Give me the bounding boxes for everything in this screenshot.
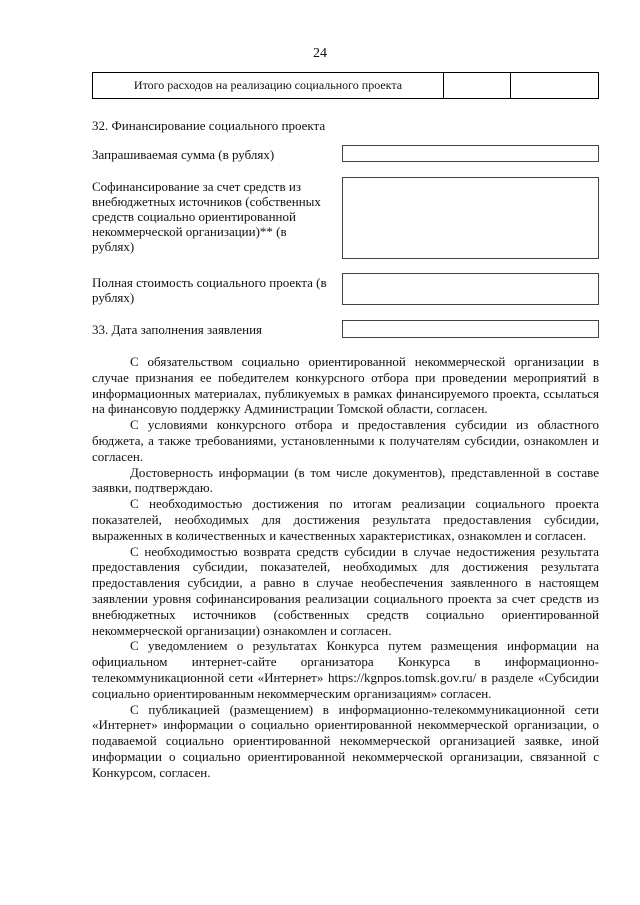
requested-amount-label: Запрашиваемая сумма (в рублях) <box>92 147 275 162</box>
cofinancing-field[interactable] <box>342 177 599 259</box>
consent-paragraph: С уведомлением о результатах Конкурса путем размещения информации на официальном интернет-сайте организатора Конкурса в информационно-телекоммуникационной сети «Интернет» https://kgnpos.tomsk.gov.ru/ в разделе «Субсидии социально ориентированным некоммерческим организациям» согласен. <box>92 638 599 701</box>
consent-paragraph: С обязательством социально ориентированной некоммерческой организации в случае признания ее победителем конкурсного отбора при проведении мероприятий в информационных материалах, публикуемых в рамках финансируемого проекта, ссылаться на финансовую поддержку Администрации Томской области, согласен. <box>92 354 599 417</box>
application-date-field[interactable] <box>342 320 599 338</box>
consent-text <box>92 354 599 781</box>
section-32-title: 32. Финансирование социального проекта <box>92 118 326 133</box>
requested-amount-field[interactable] <box>342 145 599 162</box>
full-cost-field[interactable] <box>342 273 599 305</box>
consent-paragraph: Достоверность информации (в том числе документов), представленной в составе заявки, подтверждаю. <box>92 464 599 496</box>
total-expenses-cell-2[interactable] <box>511 73 599 99</box>
page-number: 24 <box>313 46 327 61</box>
section-33-title: 33. Дата заполнения заявления <box>92 322 263 337</box>
full-cost-label: Полная стоимость социального проекта (в рублях) <box>92 275 327 305</box>
consent-paragraph: С необходимостью возврата средств субсидии в случае недостижения результата предоставления субсидии, показателей, необходимых для достижения результата предоставления субсидии, а равно в случае необеспечения заявленного в настоящем заявлении уровня софинансирования реализации социального проекта за счет средств из внебюджетных источников (собственных средств социально ориентированной некоммерческой организации) ознакомлен и согласен. <box>92 543 599 638</box>
total-expenses-label: Итого расходов на реализацию социального проекта <box>93 73 444 99</box>
total-expenses-cell-1[interactable] <box>444 73 511 99</box>
cofinancing-label: Софинансирование за счет средств из внебюджетных источников (собственных средств социально ориентированной некоммерческой организации)** (в рублях) <box>92 179 321 254</box>
consent-paragraph: С необходимостью достижения по итогам реализации социального проекта показателей, необходимых для достижения результата предоставления субсидии, выраженных в количественных и качественных характеристиках, ознакомлен и согласен. <box>92 496 599 543</box>
total-expenses-table <box>92 72 599 99</box>
table-row <box>93 73 599 99</box>
consent-paragraph: С условиями конкурсного отбора и предоставления субсидии из областного бюджета, а также требованиями, установленными к получателям субсидии, ознакомлен и согласен. <box>92 417 599 464</box>
consent-paragraph: С публикацией (размещением) в информационно-телекоммуникационной сети «Интернет» информации о социально ориентированной некоммерческой организации, о подаваемой социально ориентированной некоммерческой организацией заявке, иной информации о социально ориентированной некоммерческой организации, связанной с Конкурсом, согласен. <box>92 701 599 780</box>
